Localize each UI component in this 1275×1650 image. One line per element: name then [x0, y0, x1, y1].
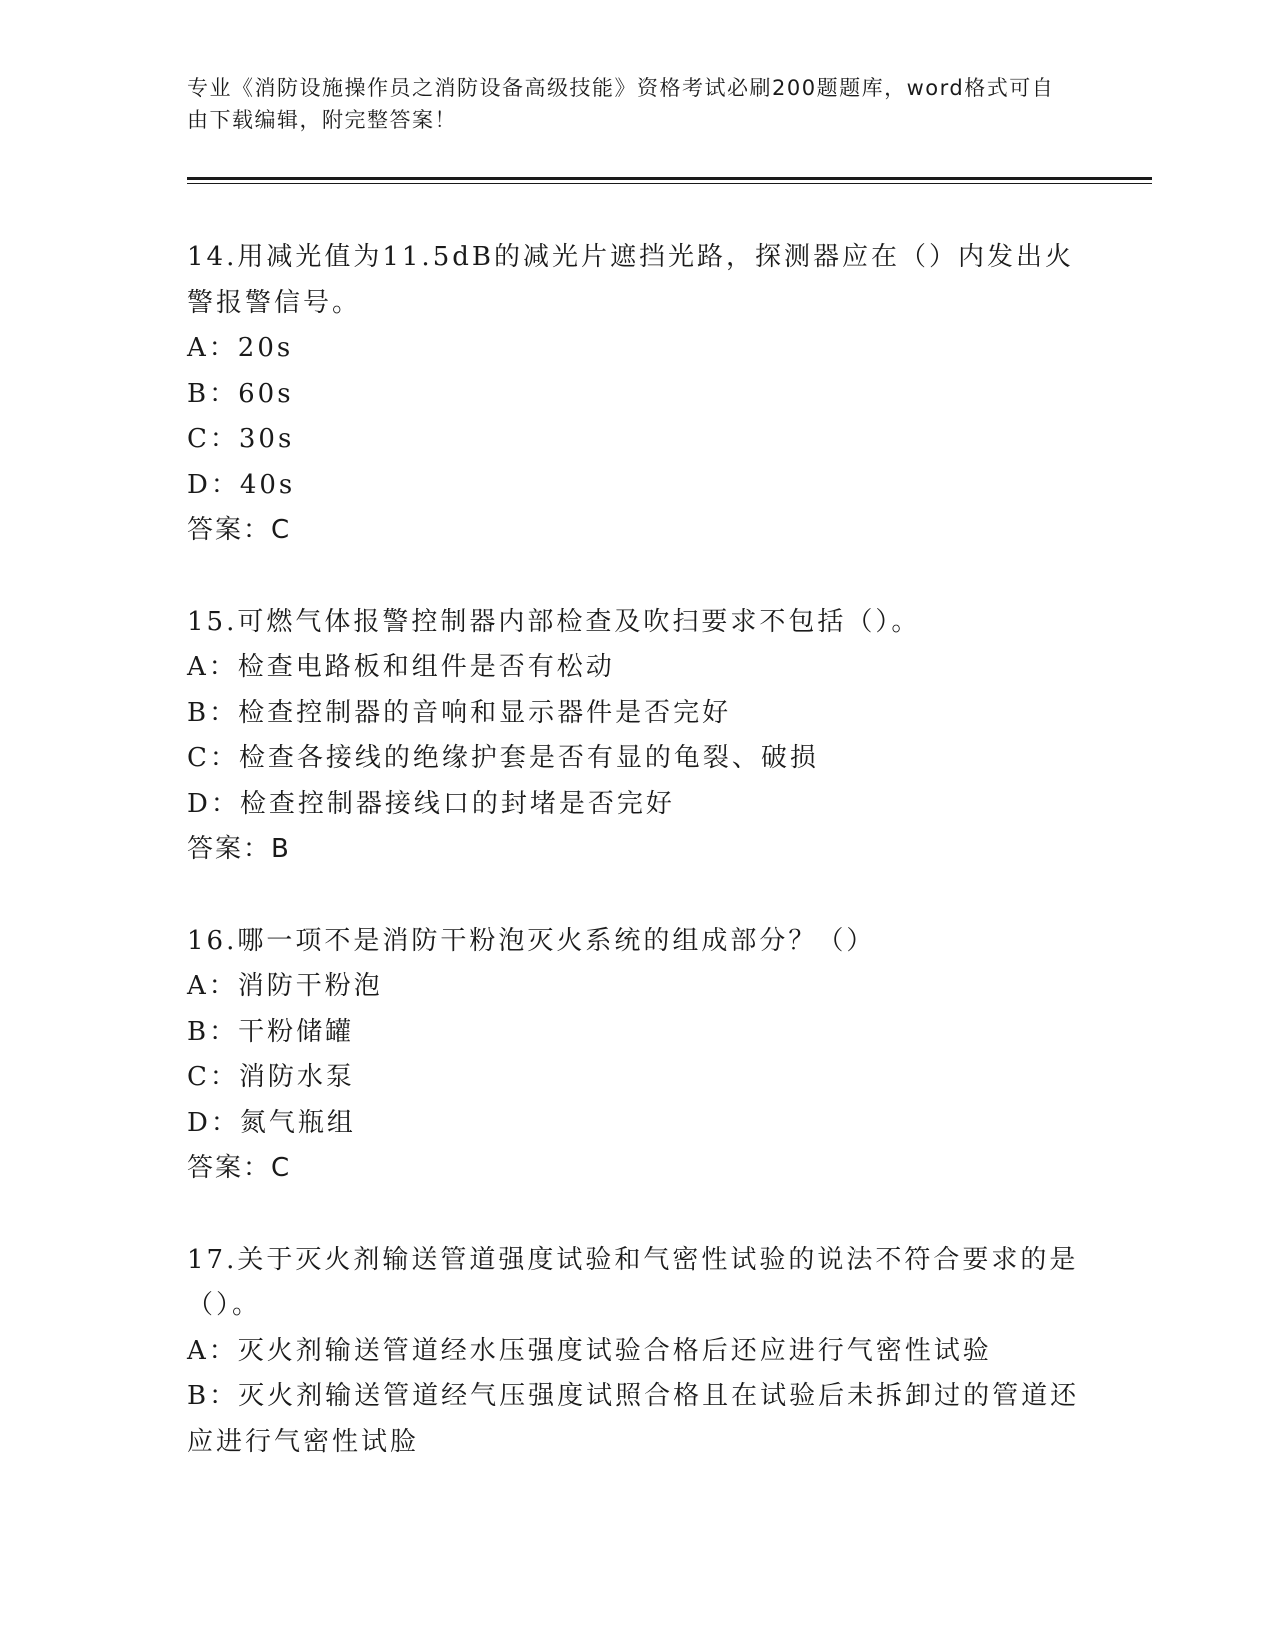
option-c: C：30s [187, 424, 295, 454]
document-header: 专业《消防设施操作员之消防设备高级技能》资格考试必刷200题题库，word格式可自由下载编辑，附完整答案！ [187, 76, 1055, 132]
answer: 答案：C [187, 1153, 292, 1183]
question-list [187, 235, 1087, 1511]
option-a: A：检查电路板和组件是否有松动 [187, 652, 615, 682]
option-a: A：20s [187, 333, 294, 363]
question-14 [187, 235, 1087, 554]
option-d: D：氮气瓶组 [187, 1107, 356, 1138]
option-b: B：检查控制器的音响和显示器件是否完好 [187, 697, 732, 728]
answer: 答案：B [187, 834, 291, 864]
option-a: A：消防干粉泡 [187, 971, 383, 1001]
question-text: 17.关于灭火剂输送管道强度试验和气密性试验的说法不符合要求的是（）。 [187, 1244, 1079, 1320]
answer: 答案：C [187, 515, 292, 545]
question-text: 16.哪一项不是消防干粉泡灭火系统的组成部分？（） [187, 925, 876, 956]
question-text: 14.用减光值为11.5dB的减光片遮挡光路，探测器应在（）内发出火警报警信号。 [187, 242, 1074, 318]
option-a: A：灭火剂输送管道经水压强度试验合格后还应进行气密性试验 [187, 1335, 992, 1366]
header-divider-thick [187, 177, 1152, 180]
option-b: B：60s [187, 378, 294, 409]
option-c: C：消防水泵 [187, 1062, 355, 1092]
option-b: B：干粉储罐 [187, 1016, 355, 1047]
question-17 [187, 1238, 1087, 1466]
question-text: 15.可燃气体报警控制器内部检查及吹扫要求不包括（）。 [187, 606, 921, 637]
option-b: B：灭火剂输送管道经气压强度试照合格且在试验后未拆卸过的管道还应进行气密性试脸 [187, 1381, 1080, 1457]
option-c: C：检查各接线的绝缘护套是否有显的龟裂、破损 [187, 743, 819, 773]
question-16 [187, 919, 1087, 1192]
question-15 [187, 600, 1087, 873]
option-d: D：40s [187, 469, 296, 500]
option-d: D：检查控制器接线口的封堵是否完好 [187, 788, 675, 819]
header-divider-thin [187, 183, 1152, 184]
